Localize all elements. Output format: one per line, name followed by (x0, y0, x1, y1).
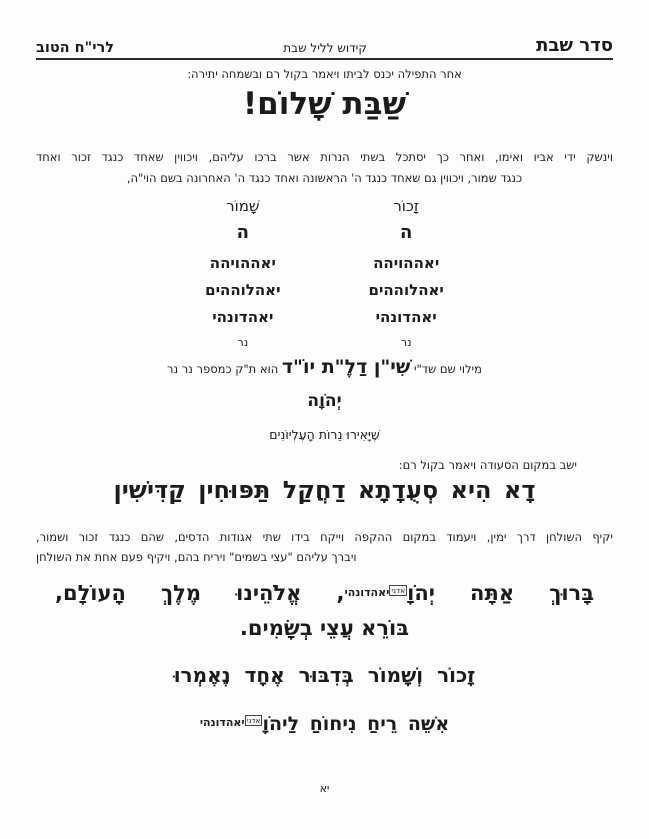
heh-letter-zachor: ה (399, 222, 413, 243)
isheh-text: אִשֵּׁה רֵיחַ נִיחוֹחַ לַיהֹוָ (262, 713, 450, 735)
header-title-right: סדר שבת (536, 35, 613, 56)
interlaced-name-small: יאהדונהי (344, 586, 390, 599)
blessing-continuation: , אֱלֹהֵינוּ מֶלֶךְ הָעוֹלָם, (55, 581, 345, 605)
column-zachor-header: זָכוֹר (393, 197, 420, 215)
divine-name-shamor-2: יאהלוההים (205, 281, 281, 299)
paragraph-2 (36, 527, 613, 567)
paragraph-1-line-1: וינשק ידי אביו ואימו, ואחר כך יסתכל בשתי הנרות אשר ברכו עליהם, ויכווין שאחד כנגד זכור ואחד (36, 150, 613, 164)
kavanah-columns (36, 197, 613, 349)
paragraph-2-line-2: ויברך עליהם "עצי בשמים" ויריח בהם, ויקיף פעם אחת את השולחן (36, 550, 357, 564)
column-shamor (205, 197, 280, 349)
adnut-name-boxed: אדני (391, 586, 406, 595)
page-header (36, 24, 613, 60)
blessing-line-1 (36, 581, 613, 605)
milui-prefix: מילוי שם שד"י (413, 362, 482, 376)
ner-label-zachor: נר (400, 336, 412, 349)
adnut-name-boxed-2: אדני (246, 716, 261, 725)
paragraph-2-line-1: יקיף השולחן דרך ימין, ויעמוד במקום ההקפה וייקח בידו שתי אגודות הדסים, שהם כנגד זכור ושמור, (36, 530, 613, 544)
blessing-opening: בָּרוּךְ אַתָּה יְהֹוָ (407, 581, 594, 605)
divine-name-yhwh: יְהֹוָה (307, 391, 342, 411)
shabbat-shalom-title: שַׁבַּת שָׁלוֹם! (242, 86, 406, 122)
blessing-line-2: בּוֹרֵא עֲצֵי בְשָׂמִים. (239, 616, 410, 640)
zachor-veshamor-line: זָכוֹר וְשָׁמוֹר בְּדִבּוּר אֶחָד נֶאֶמְרוּ (173, 663, 476, 687)
header-title-center: קידוש לליל שבת (283, 41, 367, 55)
milui-suffix: הוא ת"ק כמספר נר נר (167, 362, 279, 376)
heh-letter-shamor: ה (236, 222, 250, 243)
milui-big-letters: שִׁי"ן דַלֶ"ת יוֹ"ד (281, 356, 411, 378)
paragraph-1-line-2: כנגד שמור, ויכווין גם שאחד כנגד ה' הראשונה ואחד כנגד ה' האחרונה בשם הוי"ה, (126, 171, 523, 185)
divine-name-zachor-2: יאהלוההים (368, 281, 444, 299)
isheh-line (36, 713, 613, 735)
divine-name-shamor-1: יאההויהה (209, 254, 276, 272)
paragraph-1 (36, 147, 613, 189)
column-shamor-header: שָׁמוֹר (226, 197, 260, 215)
column-zachor (369, 197, 444, 349)
aramaic-declaration: דָא הִיא סְעֻדָתָא דַחֲקַל תַּפּוּחִין קַדִּישִׁין (113, 476, 536, 504)
interlaced-name-small-2: יאהדונהי (199, 716, 245, 729)
header-title-left: לרי"ח הטוב (36, 40, 114, 56)
footer-page-number: יא (319, 782, 330, 795)
divine-name-zachor-1: יאההויהה (373, 254, 440, 272)
sheyairu-line: שֶׁיָּאִירוּ נֵרוֹת הָעֶלְיוֹנִים (269, 427, 380, 442)
ner-label-shamor: נר (237, 336, 249, 349)
instruction-line-1: אחר התפילה יכנס לביתו ויאמר בקול רם ובשמחה יתירה: (187, 67, 462, 81)
milui-line (36, 356, 613, 378)
divine-name-shamor-3: יאהדונהי (212, 308, 274, 326)
divine-name-zachor-3: יאהדונהי (375, 308, 437, 326)
instruction-line-2: ישב במקום הסעודה ויאמר בקול רם: (398, 458, 577, 472)
